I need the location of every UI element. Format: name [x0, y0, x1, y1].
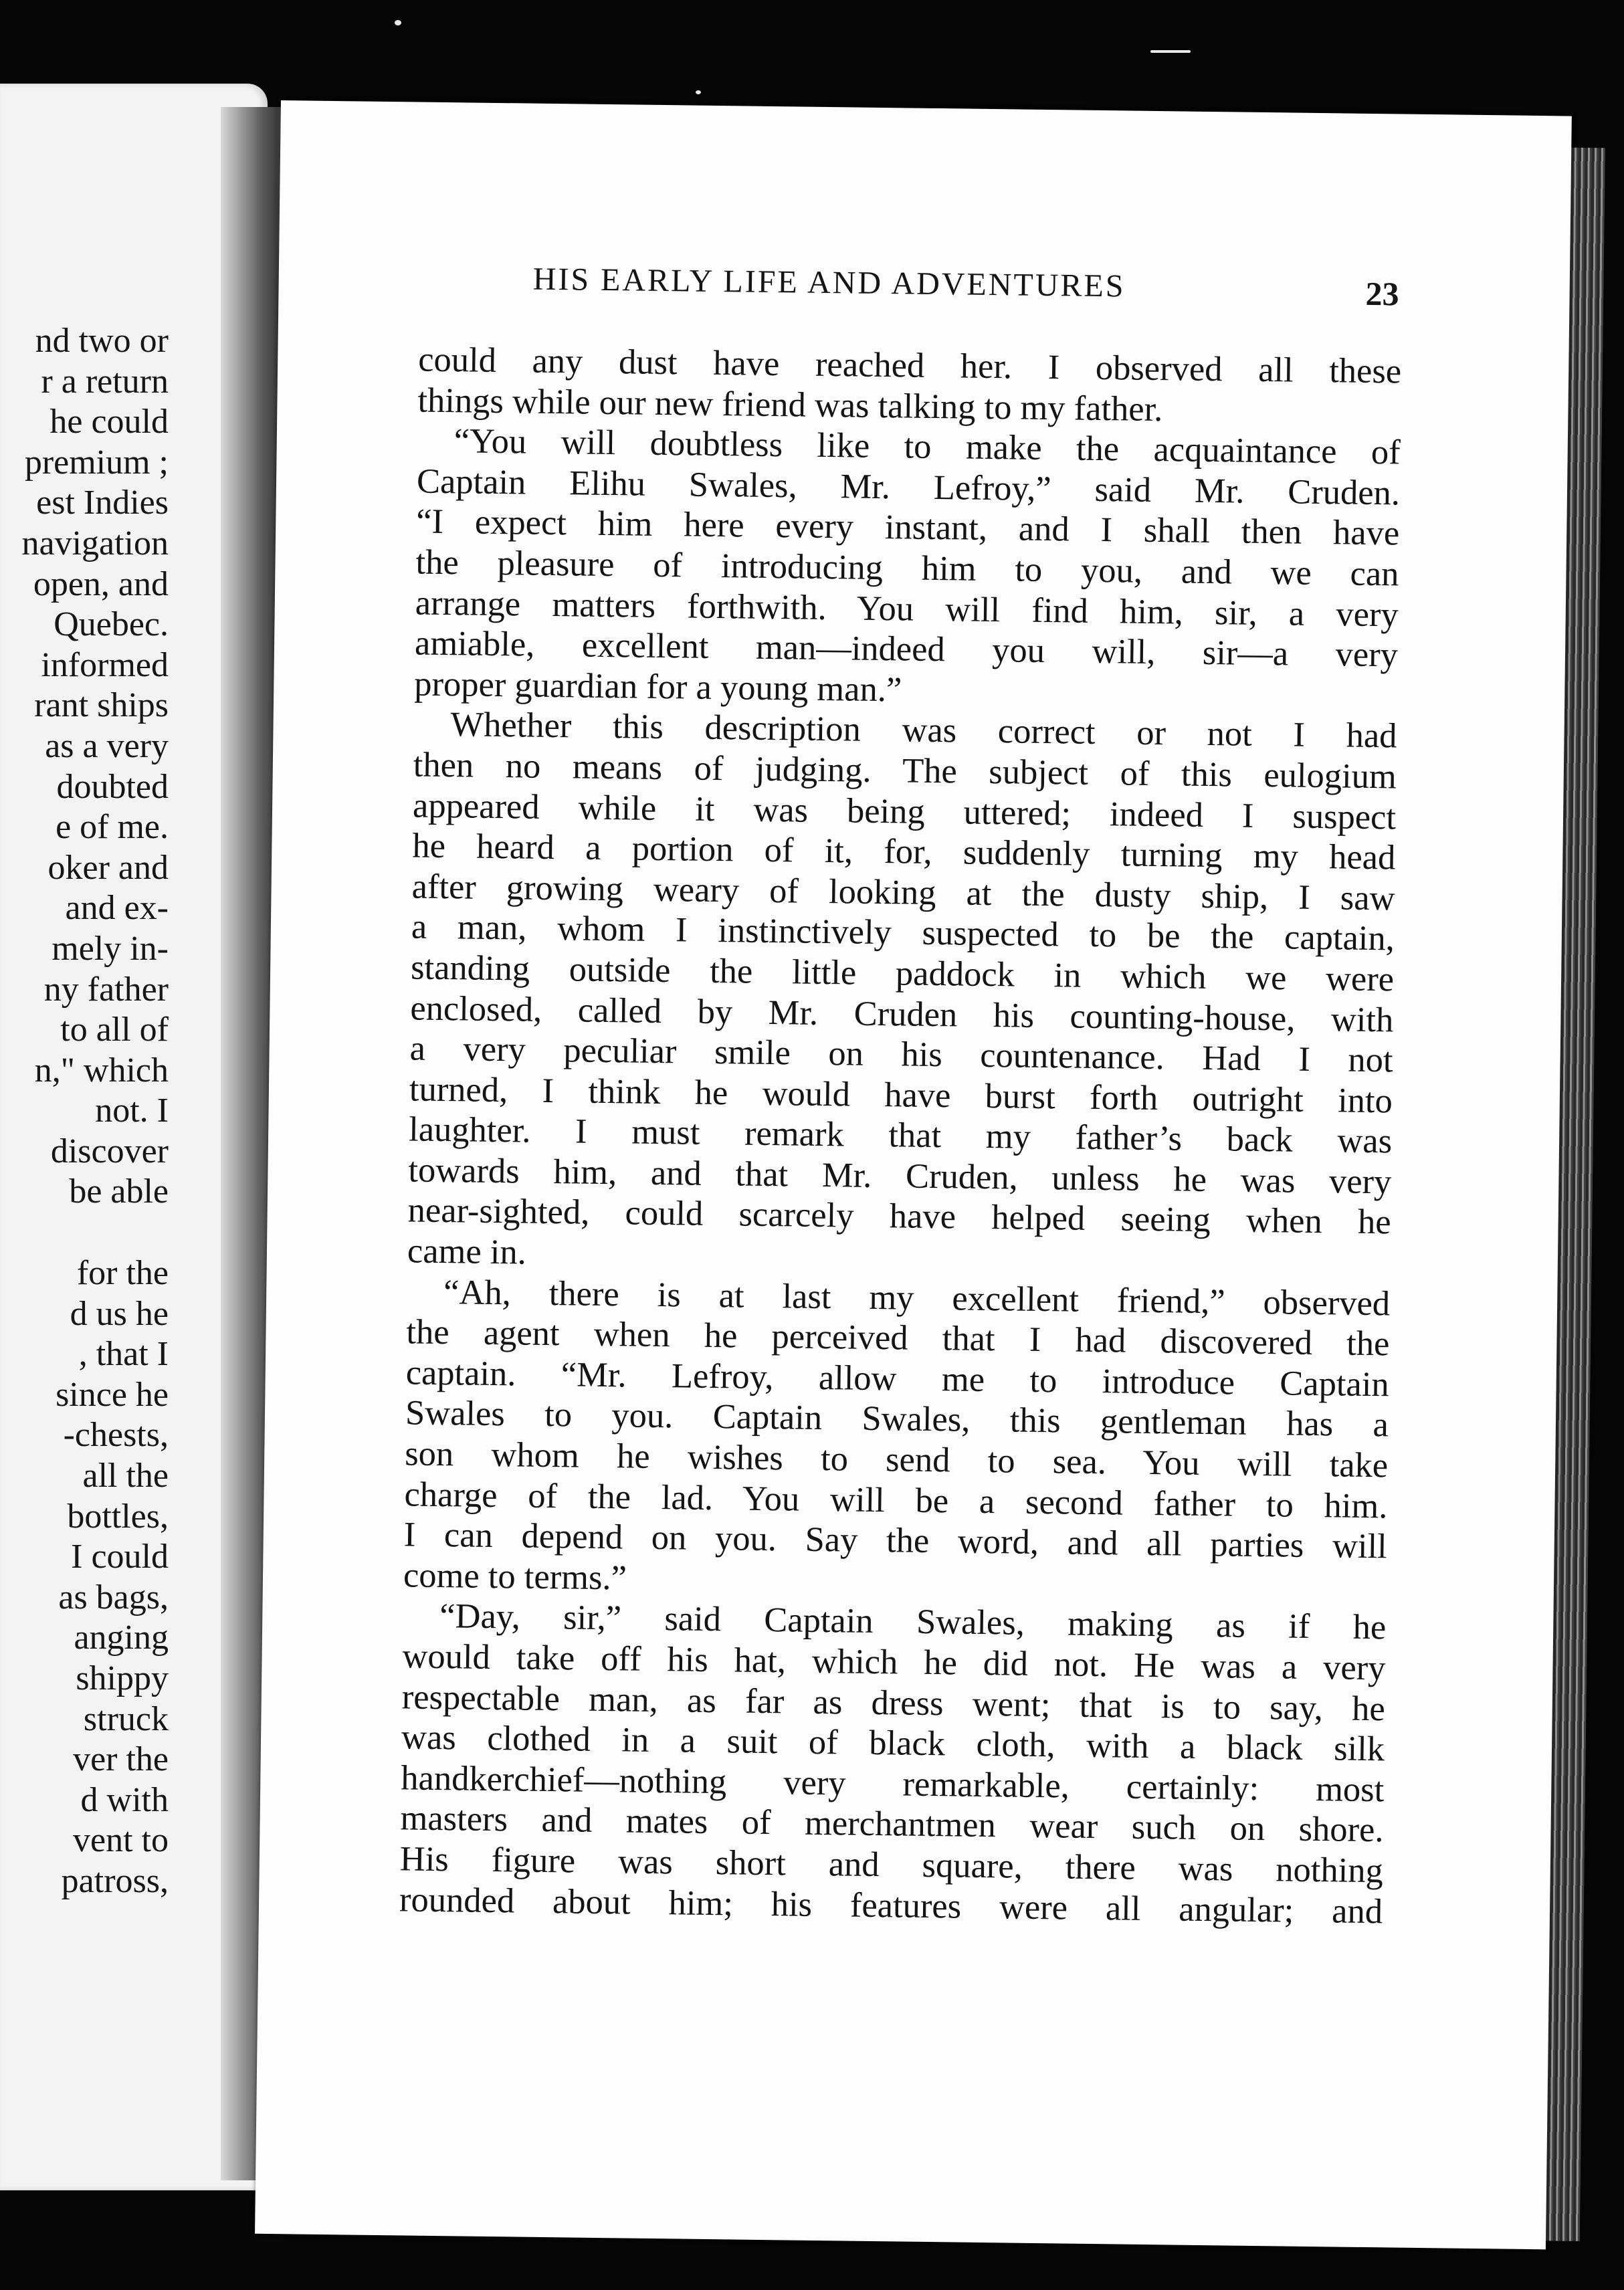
previous-page-line: and ex-	[65, 889, 169, 928]
previous-page-line: r a return	[41, 362, 169, 401]
text-line: “Ah, there is at last my excellent friend,” observed	[443, 1272, 1391, 1324]
previous-page-line: all the	[82, 1457, 169, 1495]
previous-page-line: nd two or	[35, 322, 169, 360]
text-line: was clothed in a suit of black cloth, with a black silk	[401, 1718, 1385, 1769]
text-line: “Day, sir,” said Captain Swales, making as if he	[439, 1596, 1387, 1647]
previous-page-line: open, and	[33, 564, 169, 603]
text-line: respectable man, as far as dress went; that is to say, he	[401, 1677, 1386, 1728]
previous-page-text	[21, 321, 169, 1902]
running-head: HIS EARLY LIFE AND ADVENTURES	[532, 261, 1126, 304]
page-number: 23	[1365, 274, 1399, 313]
dust-speck	[696, 90, 701, 94]
previous-page-line: struck	[83, 1699, 169, 1738]
text-line: “You will doubtless like to make the acquaintance of	[453, 421, 1401, 472]
previous-page-line: Quebec.	[54, 605, 169, 644]
previous-page-line: to all of	[60, 1011, 169, 1049]
previous-page-line: patross,	[61, 1861, 169, 1900]
previous-page-line: vent to	[73, 1821, 169, 1860]
previous-page-line: I could	[71, 1538, 169, 1576]
text-line: son whom he wishes to send to sea. You will take	[404, 1434, 1389, 1485]
text-line: charge of the lad. You will be a second father to him.	[404, 1475, 1388, 1526]
previous-page-line: mely in-	[52, 929, 169, 968]
previous-page-line: d with	[80, 1780, 169, 1819]
previous-page-line: e of me.	[56, 808, 169, 847]
text-line: could any dust have reached her. I observed all these	[417, 340, 1402, 391]
text-line: he heard a portion of it, for, suddenly turning my head	[412, 826, 1396, 877]
previous-page-line: shippy	[76, 1659, 169, 1697]
previous-page-line: bottles,	[67, 1497, 169, 1536]
text-line: the pleasure of introducing him to you, and we can	[415, 542, 1399, 594]
previous-page-line: oker and	[47, 848, 169, 887]
dust-speck	[1150, 50, 1191, 53]
text-line: arrange matters forthwith. You will find him, sir, a very	[415, 583, 1399, 635]
text-line: after growing weary of looking at the dusty ship, I saw	[411, 867, 1395, 918]
previous-page-line: doubted	[56, 767, 169, 806]
previous-page-line: -chests,	[63, 1416, 169, 1455]
current-page	[255, 100, 1572, 2249]
text-line: handkerchief—nothing very remarkable, certainly: most	[401, 1758, 1385, 1810]
text-line: “I expect him here every instant, and I shall then have	[415, 502, 1400, 553]
text-line: towards him, and that Mr. Cruden, unless he was very	[408, 1150, 1392, 1202]
text-line: proper guardian for a young man.”	[414, 664, 902, 710]
previous-page-line: premium ;	[24, 443, 169, 482]
previous-page-line: , that I	[78, 1335, 169, 1374]
text-line: appeared while it was being uttered; indeed I suspect	[412, 786, 1397, 837]
previous-page-line: discover	[50, 1132, 169, 1170]
text-line: a man, whom I instinctively suspected to be the captain,	[411, 907, 1395, 958]
dust-speck	[395, 20, 401, 25]
text-line: a very peculiar smile on his countenance. Had I not	[409, 1029, 1393, 1080]
text-line: captain. “Mr. Lefroy, allow me to introduce Captain	[405, 1353, 1390, 1404]
text-line: would take off his hat, which he did not. He was a very	[402, 1637, 1386, 1688]
text-line: came in.	[407, 1231, 527, 1272]
text-line: enclosed, called by Mr. Cruden his counting-house, with	[410, 988, 1394, 1039]
text-line: laughter. I must remark that my father’s back was	[408, 1110, 1393, 1161]
text-line: Whether this description was correct or not I had	[450, 705, 1397, 756]
previous-page-line: anging	[74, 1619, 169, 1657]
previous-page-line: not. I	[95, 1091, 169, 1130]
previous-page-line: since he	[56, 1375, 169, 1414]
text-line: standing outside the little paddock in which we were	[410, 948, 1395, 999]
previous-page-line: informed	[41, 645, 169, 684]
paragraph-gap	[21, 1213, 169, 1253]
previous-page-line: est Indies	[36, 484, 169, 522]
previous-page-line: as a very	[45, 726, 169, 765]
previous-page-line: navigation	[21, 524, 169, 562]
previous-page-line: as bags,	[58, 1578, 169, 1617]
previous-page-line: d us he	[70, 1294, 169, 1333]
text-line: the agent when he perceived that I had discovered the	[406, 1312, 1390, 1364]
previous-page-line: be able	[69, 1172, 169, 1211]
previous-page-line: n," which	[34, 1051, 169, 1089]
text-line: masters and mates of merchantmen wear such on shore.	[400, 1798, 1384, 1850]
text-line: near-sighted, could scarcely have helped seeing when he	[407, 1190, 1391, 1242]
text-line: come to terms.”	[403, 1556, 627, 1598]
text-line: amiable, excellent man—indeed you will, sir—a very	[414, 623, 1399, 675]
body-text	[399, 340, 1402, 1932]
text-line: I can depend on you. Say the word, and all parties will	[403, 1515, 1388, 1566]
text-line: turned, I think he would have burst forth outright into	[409, 1069, 1393, 1121]
previous-page-line: he could	[49, 403, 169, 441]
text-line: things while our new friend was talking to my father.	[417, 381, 1163, 429]
previous-page-line: ny father	[43, 970, 169, 1009]
text-line: rounded about him; his features were all angular; and	[399, 1879, 1383, 1931]
previous-page-line: for the	[76, 1254, 169, 1293]
previous-page-line: rant ships	[34, 686, 169, 725]
text-line: then no means of judging. The subject of this eulogium	[413, 745, 1397, 797]
text-line: Captain Elihu Swales, Mr. Lefroy,” said Mr. Cruden.	[416, 461, 1401, 513]
text-line: Swales to you. Captain Swales, this gentleman has a	[405, 1393, 1389, 1445]
previous-page-line: ver the	[73, 1740, 169, 1779]
text-line: His figure was short and square, there was nothing	[399, 1839, 1384, 1891]
